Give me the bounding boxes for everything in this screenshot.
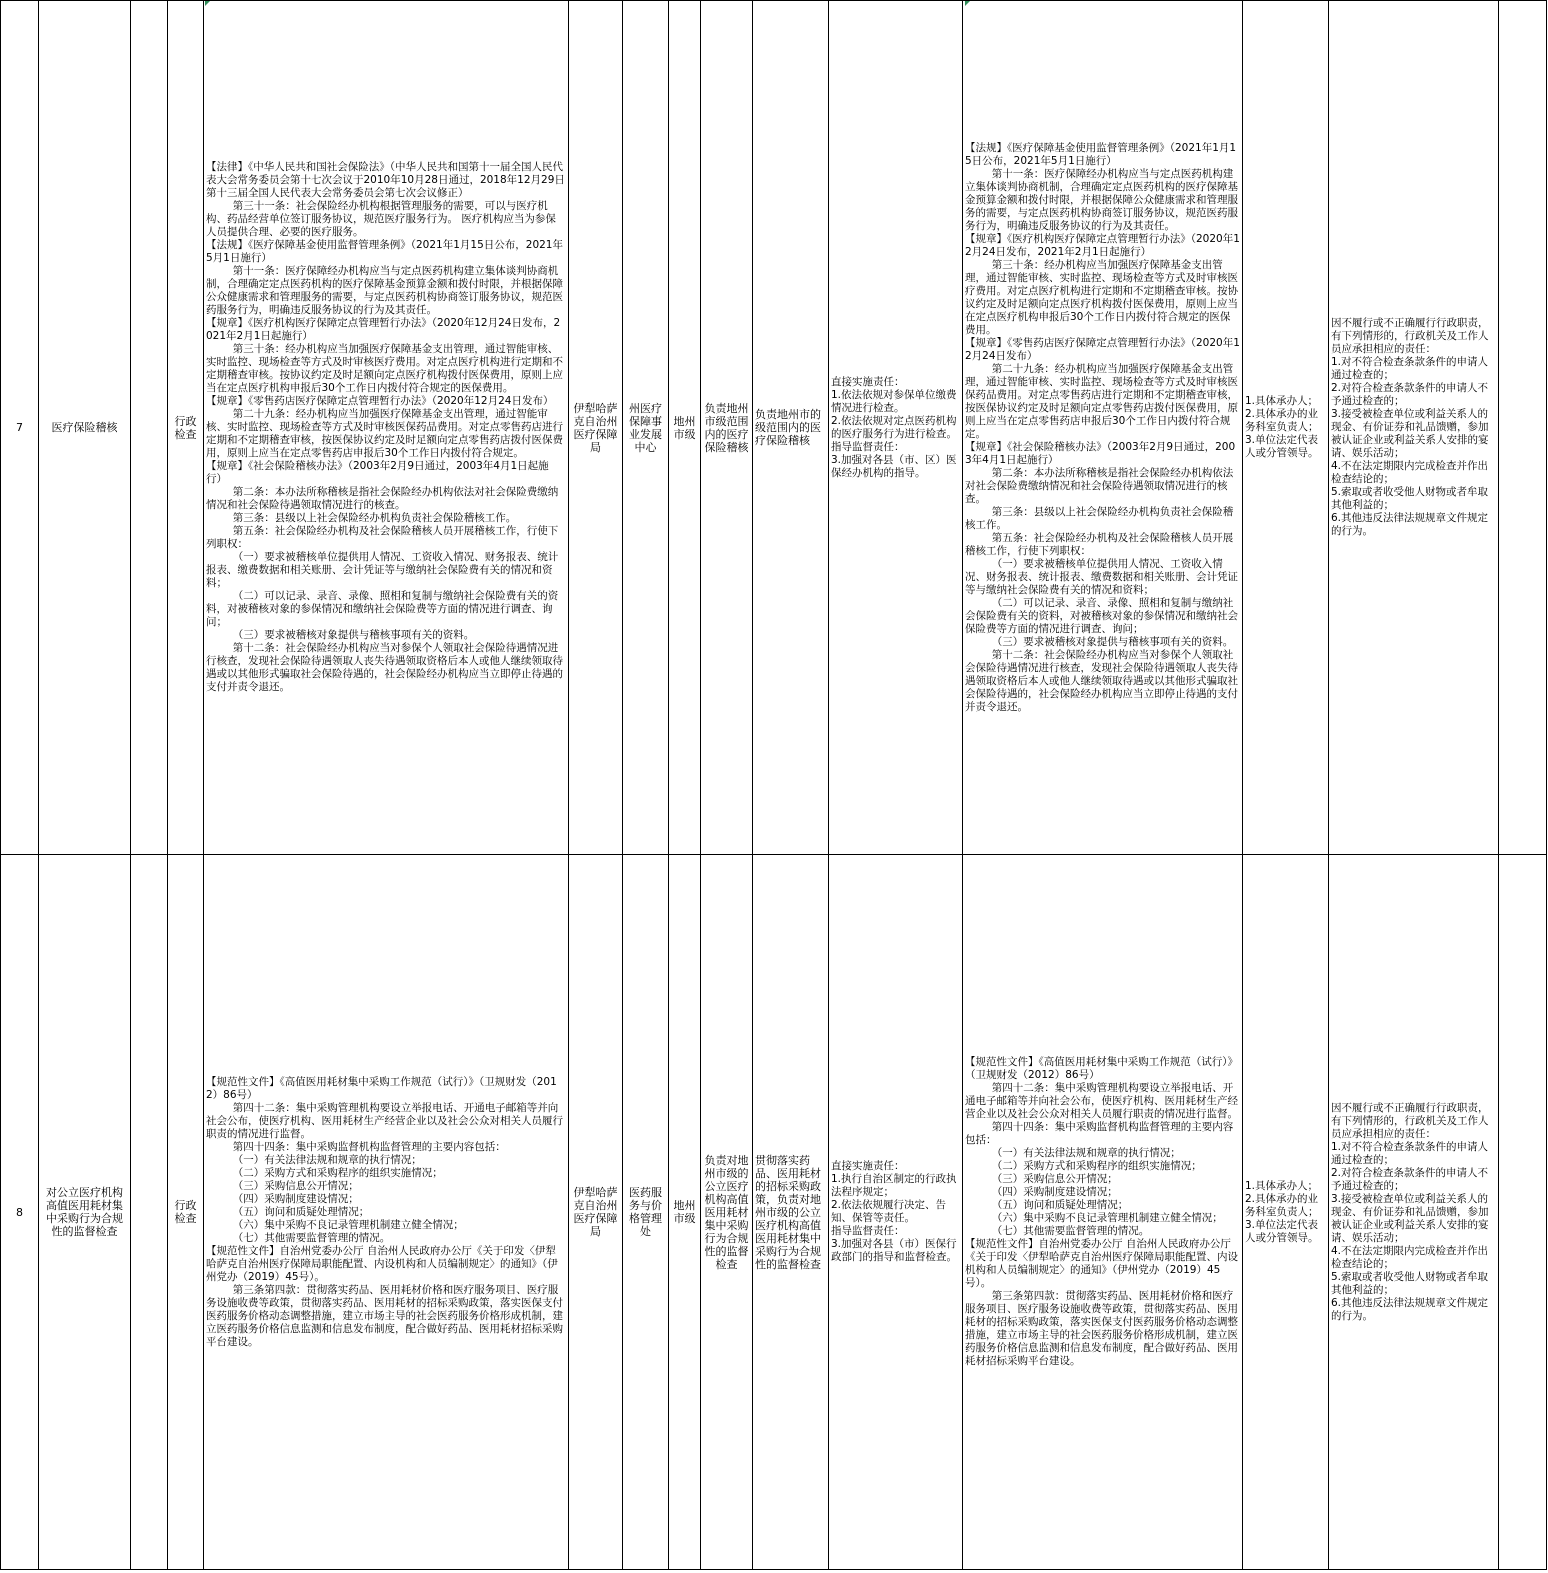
responsible-persons: 1.具体承办人； 2.具体承办的业务科室负责人； 3.单位法定代表人或分管领导。 [1243, 1, 1329, 855]
comment-marker-icon [965, 1, 970, 6]
item-type: 行政检查 [168, 855, 204, 1570]
responsible-department: 州医疗保障事业发展中心 [623, 1, 669, 855]
empty-cell [131, 855, 168, 1570]
row-number: 7 [1, 1, 39, 855]
item-name: 医疗保险稽核 [39, 1, 131, 855]
row-number: 8 [1, 855, 39, 1570]
implementing-subject: 伊犁哈萨克自治州医疗保障局 [569, 1, 623, 855]
duty-items: 直接实施责任： 1.执行自治区制定的行政执法程序规定； 2.依法依规履行决定、告知、保管等责任。 指导监督责任： 3.加强对各县（市）医保行政部门的指导和监督检查。 [829, 855, 963, 1570]
table-row [1, 855, 1547, 1570]
administrative-level: 地州市级 [669, 1, 701, 855]
scope-of-duty: 负责对地州市级的公立医疗机构高值医用耗材集中采购行为合规性的监督检查 [701, 855, 753, 1570]
accountability-cases: 因不履行或不正确履行行政职责，有下列情形的，行政机关及工作人员应承担相应的责任： 1.对不符合检查条款条件的申请人通过检查的； 2.对符合检查条款条件的申请人不予通过检查的； 3.接受被检查单位或利益关系人的现金、有价证券和礼品馈赠，参加被认证企业或利益关系人安排的宴请、娱乐活动； 4.不在法定期限内完成检查并作出检查结论的； 5.索取或者收受他人财物或者牟取其他利益的； 6.其他违反法律法规规章文件规定的行为。 [1329, 855, 1499, 1570]
item-name: 对公立医疗机构高值医用耗材集中采购行为合规性的监督检查 [39, 855, 131, 1570]
comment-marker-icon [205, 1, 210, 6]
item-type: 行政检查 [168, 1, 204, 855]
responsible-persons: 1.具体承办人； 2.具体承办的业务科室负责人； 3.单位法定代表人或分管领导。 [1243, 855, 1329, 1570]
duty-basis: 【法规】《医疗保障基金使用监督管理条例》（2021年1月15日公布，2021年5月1日施行） 第十一条：医疗保障经办机构应当与定点医药机构建立集体谈判协商机制，合理确定定点医药机构的医疗保障基金预算金额和拨付时限，并根据保障公众健康需求和管理服务的需要，与定点医药机构协商签订服务协议，规范医药服务行为，明确违反服务协议的行为及其责任。 【规章】《医疗机构医疗保障定点管理暂行办法》（2020年12月24日发布，2021年2月1日起施行） 第三十条：经办机构应当加强医疗保障基金支出管理，通过智能审核、实时监控、现场检查等方式及时审核医疗费用。对定点医疗机构进行定期和不定期稽查审核。按协议约定及时足额向定点医疗机构拨付医保费用，原则上应当在定点医疗机构申报后30个工作日内拨付符合规定的医保费用。 【规章】《零售药店医疗保障定点管理暂行办法》（2020年12月24日发布） 第二十九条：经办机构应当加强医疗保障基金支出管理，通过智能审核、实时监控、现场检查等方式及时审核医保药品费用。对定点零售药店进行定期和不定期稽查审核，按医保协议约定及时足额向定点零售药店拨付医保费用，原则上应当在定点零售药店申报后30个工作日内拨付符合规定。 【规章】《社会保险稽核办法》（2003年2月9日通过，2003年4月1日起施行） 第二条：本办法所称稽核是指社会保险经办机构依法对社会保险费缴纳情况和社会保险待遇领取情况进行的核查。 第三条：县级以上社会保险经办机构负责社会保险稽核工作。 第五条：社会保险经办机构及社会保险稽核人员开展稽核工作，行使下列职权： （一）要求被稽核单位提供用人情况、工资收入情况、财务报表、统计报表、缴费数据和相关账册、会计凭证等与缴纳社会保险费有关的情况和资料； （二）可以记录、录音、录像、照相和复制与缴纳社会保险费有关的资料，对被稽核对象的参保情况和缴纳社会保险费等方面的情况进行调查、询问； （三）要求被稽核对象提供与稽核事项有关的资料。 第十二条：社会保险经办机构应当对参保个人领取社会保险待遇情况进行核查，发现社会保险待遇领取人丧失待遇领取资格后本人或他人继续领取待遇或以其他形式骗取社会保险待遇的，社会保险经办机构应当立即停止待遇的支付并责令退还。 [963, 1, 1243, 855]
scope-of-duty: 负责地州市级范围内的医疗保险稽核 [701, 1, 753, 855]
table-row [1, 1, 1547, 855]
legal-basis: 【规范性文件】《高值医用耗材集中采购工作规范（试行）》（卫规财发（2012）86号） 第四十二条：集中采购管理机构要设立举报电话、开通电子邮箱等并向社会公布，使医疗机构、医用耗材生产经营企业以及社会公众对相关人员履行职责的情况进行监督。 第四十四条：集中采购监督机构监督管理的主要内容包括： （一）有关法律法规和规章的执行情况； （二）采购方式和采购程序的组织实施情况； （三）采购信息公开情况； （四）采购制度建设情况； （五）询问和质疑处理情况； （六）集中采购不良记录管理机制建立健全情况； （七）其他需要监督管理的情况。 【规范性文件】自治州党委办公厅 自治州人民政府办公厅《关于印发〈伊犁哈萨克自治州医疗保障局职能配置、内设机构和人员编制规定〉的通知》（伊州党办（2019）45号）。 第三条第四款：贯彻落实药品、医用耗材价格和医疗服务项目、医疗服务设施收费等政策，贯彻落实药品、医用耗材的招标采购政策，落实医保支付医药服务价格动态调整措施，建立市场主导的社会医药服务价格形成机制，建立医药服务价格信息监测和信息发布制度，配合做好药品、医用耗材招标采购平台建设。 [204, 855, 569, 1570]
administrative-level: 地州市级 [669, 855, 701, 1570]
remark [1499, 855, 1547, 1570]
legal-basis: 【法律】《中华人民共和国社会保险法》（中华人民共和国第十一届全国人民代表大会常务委员会第十七次会议于2010年10月28日通过，2018年12月29日第十三届全国人民代表大会常务委员会第七次会议修正） 第三十一条：社会保险经办机构根据管理服务的需要，可以与医疗机构、药品经营单位签订服务协议，规范医疗服务行为。 医疗机构应当为参保人员提供合理、必要的医疗服务。 【法规】《医疗保障基金使用监督管理条例》（2021年1月15日公布，2021年5月1日施行） 第十一条：医疗保障经办机构应当与定点医药机构建立集体谈判协商机制，合理确定定点医药机构的医疗保障基金预算金额和拨付时限，并根据保障公众健康需求和管理服务的需要，与定点医药机构协商签订服务协议，规范医药服务行为，明确违反服务协议的行为及其责任。 【规章】《医疗机构医疗保障定点管理暂行办法》（2020年12月24日发布，2021年2月1日起施行） 第三十条：经办机构应当加强医疗保障基金支出管理，通过智能审核、实时监控、现场检查等方式及时审核医疗费用。对定点医疗机构进行定期和不定期稽查审核。按协议约定及时足额向定点医疗机构拨付医保费用，原则上应当在定点医疗机构申报后30个工作日内拨付符合规定的医保费用。 【规章】《零售药店医疗保障定点管理暂行办法》（2020年12月24日发布） 第二十九条：经办机构应当加强医疗保障基金支出管理，通过智能审核、实时监控、现场检查等方式及时审核医保药品费用。对定点零售药店进行定期和不定期稽查审核，按医保协议约定及时足额向定点零售药店拨付医保费用，原则上应当在定点零售药店申报后30个工作日内拨付符合规定。 【规章】《社会保险稽核办法》（2003年2月9日通过，2003年4月1日起施行） 第二条：本办法所称稽核是指社会保险经办机构依法对社会保险费缴纳情况和社会保险待遇领取情况进行的核查。 第三条：县级以上社会保险经办机构负责社会保险稽核工作。 第五条：社会保险经办机构及社会保险稽核人员开展稽核工作，行使下列职权： （一）要求被稽核单位提供用人情况、工资收入情况、财务报表、统计报表、缴费数据和相关账册、会计凭证等与缴纳社会保险费有关的情况和资料； （二）可以记录、录音、录像、照相和复制与缴纳社会保险费有关的资料，对被稽核对象的参保情况和缴纳社会保险费等方面的情况进行调查、询问； （三）要求被稽核对象提供与稽核事项有关的资料。 第十二条：社会保险经办机构应当对参保个人领取社会保险待遇情况进行核查，发现社会保险待遇领取人丧失待遇领取资格后本人或他人继续领取待遇或以其他形式骗取社会保险待遇的，社会保险经办机构应当立即停止待遇的支付并责令退还。 [204, 1, 569, 855]
responsible-department: 医药服务与价格管理处 [623, 855, 669, 1570]
accountability-cases: 因不履行或不正确履行行政职责，有下列情形的，行政机关及工作人员应承担相应的责任： 1.对不符合检查条款条件的申请人通过检查的； 2.对符合检查条款条件的申请人不予通过检查的； 3.接受被检查单位或利益关系人的现金、有价证券和礼品馈赠，参加被认证企业或利益关系人安排的宴请、娱乐活动； 4.不在法定期限内完成检查并作出检查结论的； 5.索取或者收受他人财物或者牟取其他利益的； 6.其他违反法律法规规章文件规定的行为。 [1329, 1, 1499, 855]
duty-content: 负责地州市的级范围内的医疗保险稽核 [753, 1, 829, 855]
duty-content: 贯彻落实药品、医用耗材的招标采购政策，负责对地州市级的公立医疗机构高值医用耗材集中采购行为合规性的监督检查 [753, 855, 829, 1570]
implementing-subject: 伊犁哈萨克自治州医疗保障局 [569, 855, 623, 1570]
duty-items: 直接实施责任： 1.依法依规对参保单位缴费情况进行检查。 2.依法依规对定点医药机构的医疗服务行为进行检查。 指导监督责任： 3.加强对各县（市、区）医保经办机构的指导。 [829, 1, 963, 855]
remark [1499, 1, 1547, 855]
duty-basis: 【规范性文件】《高值医用耗材集中采购工作规范（试行）》（卫规财发（2012）86号） 第四十二条：集中采购管理机构要设立举报电话、开通电子邮箱等并向社会公布，使医疗机构、医用耗材生产经营企业以及社会公众对相关人员履行职责的情况进行监督。 第四十四条：集中采购监督机构监督管理的主要内容包括： （一）有关法律法规和规章的执行情况； （二）采购方式和采购程序的组织实施情况； （三）采购信息公开情况； （四）采购制度建设情况； （五）询问和质疑处理情况； （六）集中采购不良记录管理机制建立健全情况； （七）其他需要监督管理的情况。 【规范性文件】自治州党委办公厅 自治州人民政府办公厅《关于印发〈伊犁哈萨克自治州医疗保障局职能配置、内设机构和人员编制规定〉的通知》（伊州党办（2019）45号）。 第三条第四款：贯彻落实药品、医用耗材价格和医疗服务项目、医疗服务设施收费等政策，贯彻落实药品、医用耗材的招标采购政策，落实医保支付医药服务价格动态调整措施，建立市场主导的社会医药服务价格形成机制，建立医药服务价格信息监测和信息发布制度，配合做好药品、医用耗材招标采购平台建设。 [963, 855, 1243, 1570]
empty-cell [131, 1, 168, 855]
